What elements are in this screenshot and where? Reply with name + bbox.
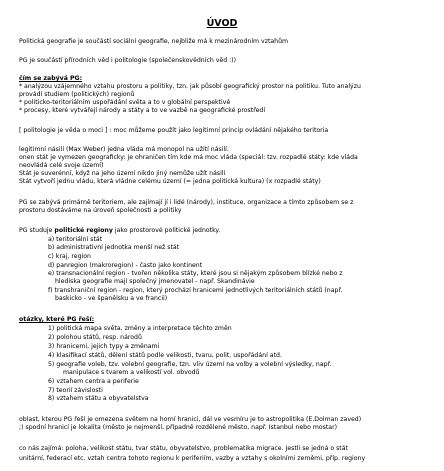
zabyva-item-3: * politicko-teritoriálním uspořádání světa a to v globální perspektivě bbox=[19, 99, 231, 106]
region-item-e-cont: hlediska geografie mají společný jmenovatel - např. Skandinávie bbox=[55, 278, 255, 285]
studuje-bold: politické regiony bbox=[54, 227, 113, 234]
legit-line-2: onen stát je vymezen geograficky: je ohraničen tím kde má moc vláda (speciál: tzv. rozpadlé státy: kde vláda bbox=[19, 154, 358, 161]
otazky-item-1: 1) politická mapa světa, změny a interpretace těchto změn bbox=[48, 325, 232, 332]
document-title: ÚVOD bbox=[206, 18, 238, 29]
intro-line-2: PG je součástí přírodních věd i politologie (společenskovědních věd :)) bbox=[19, 57, 237, 64]
legit-line-4: Stát je suverénní, když na jeho území nikdo jiný nemůže užít násilí bbox=[19, 170, 226, 177]
zabyva-item-1: * analýzou vzájemného vztahu prostoru a politiky, tzn. jak působí geografický prostor na politiku. Tuto analýzu bbox=[19, 83, 361, 90]
oblast-line-1: oblast, kterou PG řeší je omezena světem na horní hranici, dál ve vesmíru je to astropolitika (E.Dolman zaved) bbox=[19, 416, 362, 423]
legit-line-5: Stát vytvoří jednu vládu, která vládne celému území (= jedna politická kultura) (x rozpadlé státy) bbox=[19, 178, 321, 185]
otazky-heading: otázky, které PG řeší: bbox=[19, 316, 95, 323]
legit-line-3: neovládá celé svoje území) bbox=[19, 162, 104, 169]
otazky-item-6: 6) vztahem centra a periferie bbox=[48, 378, 139, 385]
zabyva2-line-2: prostoru dostáváme na úroveň společnosti a politiky bbox=[19, 207, 182, 214]
co-nas-line-2: unitární, federací etc. vztah centra tohoto regionu k periferiím, vazby a vztahy s okolními zeměmi, příp. regiony bbox=[19, 455, 366, 462]
region-item-f-cont: baskicko - ve španělsku a ve francii) bbox=[55, 295, 168, 302]
legit-line-1: legitimní násilí (Max Weber) jedna vláda má monopol na užití násilí. bbox=[19, 146, 229, 153]
otazky-item-8: 8) vztahem státu a obyvatelstva bbox=[48, 395, 149, 402]
studuje-line bbox=[19, 227, 220, 235]
otazky-item-2: 2) polohou států, resp. národů bbox=[48, 334, 142, 341]
region-item-e: e) transnacionální region - tvořen několika státy, které jsou si nějakým způsobem blízké nebo z bbox=[48, 270, 343, 277]
studuje-pre: PG studuje bbox=[19, 227, 55, 234]
zabyva-heading: čím se zabývá PG: bbox=[19, 75, 83, 82]
region-item-f: f) transhraniční region - region, který prochází hranicemi jednotlivých teritoriálních států (např. bbox=[48, 287, 343, 294]
oblast-line-2: ;) spodní hranicí je lokalita (město je nejmenší, případně rozdělené město, např. Istanbul nebo mostar) bbox=[19, 424, 338, 431]
zabyva-item-4: * procesy, které vytvářejí národy a státy a to ve vazbě na geografické prostředí bbox=[19, 107, 266, 114]
studuje-post: jako prostorové politické jednotky. bbox=[112, 227, 221, 234]
intro-line-1: Politická geografie je součástí sociální geografie, nejbliže má k mezinárodním vztahům bbox=[19, 38, 289, 45]
region-item-d: d) panregion (makroregion) - často jako kontinent bbox=[48, 262, 203, 269]
region-item-b: b) administrativní jednotka menší než stát bbox=[48, 244, 180, 251]
otazky-item-7: 7) teorií závislosti bbox=[48, 387, 103, 394]
otazky-item-5: 5) geografie voleb, tzv. volební geografie, tzn. vliv území na volby a volební výsledky, např. bbox=[48, 361, 332, 368]
region-item-c: c) kraj, region bbox=[48, 253, 91, 260]
zabyva2-line-1: PG se zabývá primárně teritoriem, ale zajímají jí i lidé (národy), instituce, organizace a tímto způsobem se z bbox=[19, 199, 354, 206]
otazky-item-4: 4) klasifikací států, dělení států podle velikosti, tvaru, polit. uspořádání atd. bbox=[48, 352, 282, 359]
co-nas-line-1: co nás zajímá: poloha, velikost státu, tvar státu, obyvatelstvo, problematika migrace. Jestli se jedná o stát bbox=[19, 445, 348, 452]
region-item-a: a) teritoriální stát bbox=[48, 236, 103, 243]
otazky-item-3: 3) hranicemi, jejich typy a změnami bbox=[48, 343, 160, 350]
politologie-line: [ politologie je věda o moci ] : moc můžeme použít jako legitimní princip ovládání nějakého teritoria bbox=[19, 127, 329, 134]
zabyva-item-2: provádí studiem (politických) regionů bbox=[19, 91, 135, 98]
otazky-item-5-cont: manipulace s tvarem a velikostí vol. obvodů bbox=[63, 369, 200, 376]
